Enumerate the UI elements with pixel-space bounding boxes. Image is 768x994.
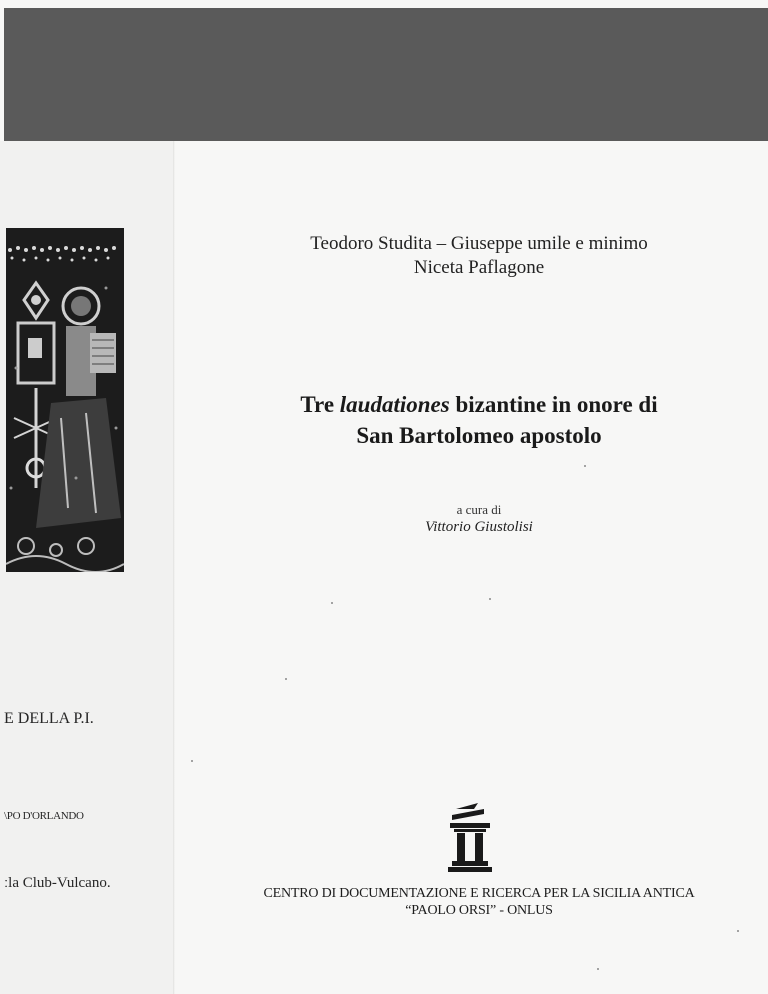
- curator-label: a cura di: [456, 502, 502, 517]
- scan-speck: [489, 598, 491, 600]
- title-italic-word: laudationes: [339, 392, 450, 417]
- authors-line-1: Teodoro Studita – Giuseppe umile e minimo: [310, 233, 648, 254]
- byzantine-icon-painting: [6, 228, 124, 572]
- fold-line: [173, 141, 175, 994]
- left-flap-text-2: \PO D'ORLANDO: [4, 810, 84, 822]
- book-title-line-2: San Bartolomeo apostolo: [356, 423, 602, 448]
- title-suffix: bizantine in onore di: [449, 392, 658, 417]
- scan-speck: [584, 465, 586, 467]
- book-title-line-1: [190, 390, 768, 420]
- column-temple-logo-icon: [448, 803, 492, 873]
- publisher-line-1: CENTRO DI DOCUMENTAZIONE E RICERCA PER LA SICILIA ANTICA: [263, 886, 695, 901]
- title-prefix: Tre: [300, 392, 340, 417]
- scan-speck: [737, 930, 739, 932]
- scan-speck: [191, 760, 193, 762]
- authors-line-2: Niceta Paflagone: [413, 257, 545, 278]
- top-gray-band: [4, 8, 768, 141]
- publisher-line-2: “PAOLO ORSI” - ONLUS: [405, 903, 553, 918]
- left-flap-text-3: ːla Club-Vulcano.: [4, 875, 111, 891]
- scan-speck: [331, 602, 333, 604]
- scan-speck: [285, 678, 287, 680]
- curator-name: Vittorio Giustolisi: [425, 519, 533, 535]
- left-flap-text-1: E DELLA P.I.: [4, 710, 94, 727]
- scan-speck: [597, 968, 599, 970]
